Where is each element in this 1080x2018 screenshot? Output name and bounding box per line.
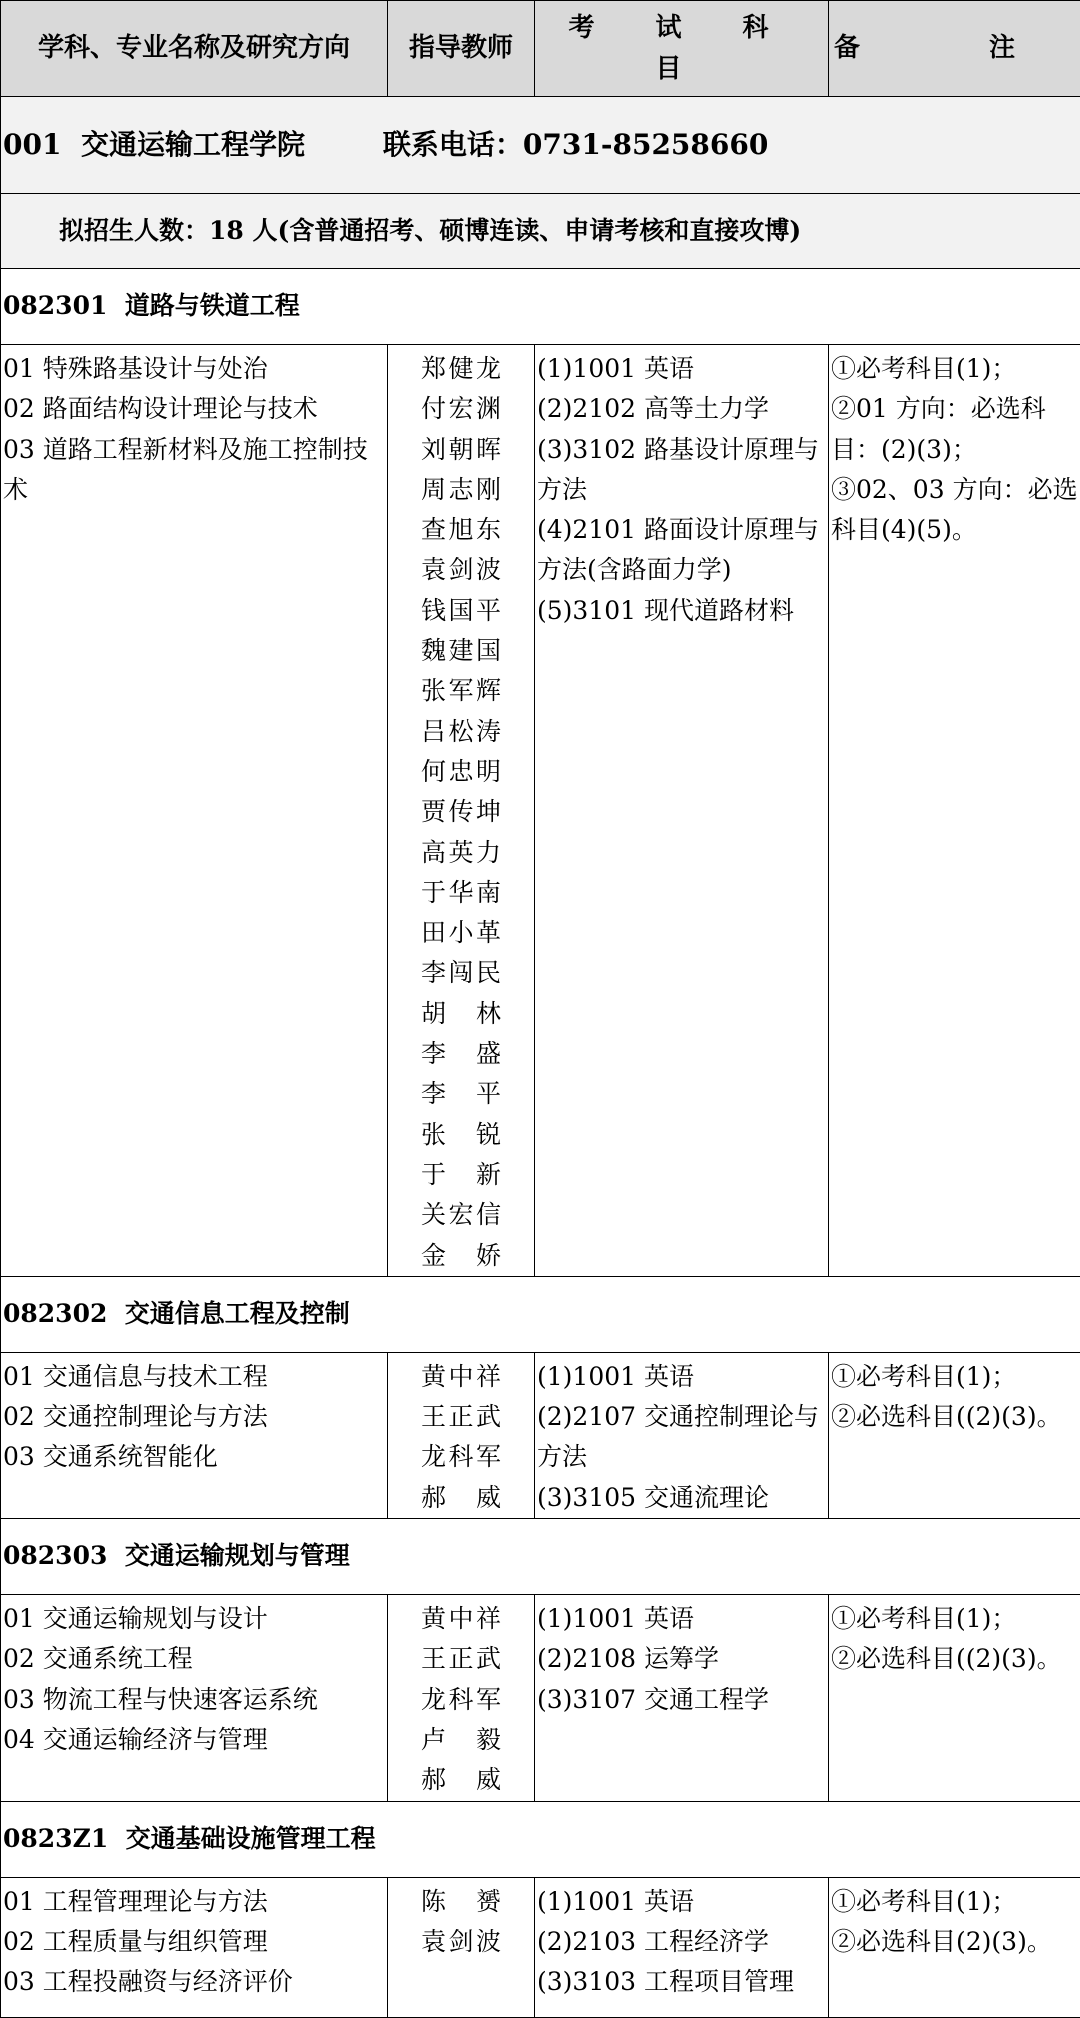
major-title: 082302 交通信息工程及控制: [1, 1276, 1080, 1352]
advisor-list: [388, 345, 535, 1277]
exam-subjects: [535, 1877, 829, 2017]
list-item: 张 锐: [421, 1115, 501, 1155]
major-title: 082303 交通运输规划与管理: [1, 1519, 1080, 1595]
list-item: 02 交通控制理论与方法: [3, 1397, 387, 1437]
list-item: (1)1001 英语: [537, 1357, 828, 1397]
list-item: 04 交通运输经济与管理: [3, 1720, 387, 1760]
header-note: 备 注: [829, 1, 1080, 97]
list-item: 袁剑波: [421, 1922, 501, 1962]
list-item: 郑健龙: [421, 349, 501, 389]
list-item: 郝 威: [421, 1760, 501, 1800]
list-item: 贾传坤: [421, 792, 501, 832]
list-item: 李 平: [421, 1074, 501, 1114]
list-item: 卢 毅: [421, 1720, 501, 1760]
list-item: ①必考科目(1)；: [831, 1599, 1080, 1639]
list-item: (2)2102 高等土力学: [537, 389, 828, 429]
list-item: 王正武: [421, 1397, 501, 1437]
list-item: 黄中祥: [421, 1599, 501, 1639]
list-item: 钱国平: [421, 591, 501, 631]
notes: [829, 1595, 1080, 1801]
list-item: ③02、03 方向：必选科目(4)(5)。: [831, 470, 1080, 551]
research-directions: [1, 1877, 388, 2017]
list-item: 01 交通运输规划与设计: [3, 1599, 387, 1639]
list-item: 于 新: [421, 1155, 501, 1195]
list-item: 01 特殊路基设计与处治: [3, 349, 387, 389]
major-detail-row: [1, 345, 1080, 1277]
list-item: (2)2107 交通控制理论与方法: [537, 1397, 828, 1478]
list-item: 高英力: [421, 833, 501, 873]
notes: [829, 345, 1080, 1277]
list-item: ②01 方向：必选科目：(2)(3)；: [831, 389, 1080, 470]
quota-info: 拟招生人数：18 人(含普通招考、硕博连读、申请考核和直接攻博): [1, 194, 1080, 269]
list-item: (4)2101 路面设计原理与方法(含路面力学): [537, 510, 828, 591]
list-item: 李 盛: [421, 1034, 501, 1074]
list-item: 02 工程质量与组织管理: [3, 1922, 387, 1962]
major-title-row: [1, 1801, 1080, 1877]
list-item: 01 工程管理理论与方法: [3, 1882, 387, 1922]
major-detail-row: [1, 1595, 1080, 1801]
list-item: 于华南: [421, 873, 501, 913]
list-item: 郝 威: [421, 1478, 501, 1518]
list-item: 关宏信: [421, 1195, 501, 1235]
header-exam: 考 试 科 目: [535, 1, 829, 97]
research-directions: [1, 1595, 388, 1801]
list-item: 吕松涛: [421, 712, 501, 752]
research-directions: [1, 345, 388, 1277]
notes: [829, 1877, 1080, 2017]
major-title: 0823Z1 交通基础设施管理工程: [1, 1801, 1080, 1877]
list-item: 付宏渊: [421, 389, 501, 429]
list-item: ①必考科目(1)；: [831, 1357, 1080, 1397]
header-direction: 学科、专业名称及研究方向: [1, 1, 388, 97]
major-title-row: [1, 1276, 1080, 1352]
list-item: ①必考科目(1)；: [831, 1882, 1080, 1922]
list-item: (5)3101 现代道路材料: [537, 591, 828, 631]
advisor-list: [388, 1595, 535, 1801]
list-item: 01 交通信息与技术工程: [3, 1357, 387, 1397]
major-title-row: [1, 269, 1080, 345]
list-item: 龙科军: [421, 1437, 501, 1477]
list-item: 03 物流工程与快速客运系统: [3, 1680, 387, 1720]
list-item: ②必选科目((2)(3)。: [831, 1639, 1080, 1679]
list-item: 陈 赟: [421, 1882, 501, 1922]
list-item: 张军辉: [421, 671, 501, 711]
list-item: 02 路面结构设计理论与技术: [3, 389, 387, 429]
list-item: 胡 林: [421, 994, 501, 1034]
list-item: 查旭东: [421, 510, 501, 550]
list-item: 黄中祥: [421, 1357, 501, 1397]
list-item: 李闯民: [421, 953, 501, 993]
list-item: ②必选科目(2)(3)。: [831, 1922, 1080, 1962]
notes: [829, 1352, 1080, 1518]
list-item: 魏建国: [421, 631, 501, 671]
list-item: 03 工程投融资与经济评价: [3, 1962, 387, 2002]
list-item: (1)1001 英语: [537, 1882, 828, 1922]
list-item: 03 道路工程新材料及施工控制技术: [3, 430, 387, 511]
college-row: [1, 97, 1080, 194]
major-detail-row: [1, 1352, 1080, 1518]
list-item: (1)1001 英语: [537, 349, 828, 389]
quota-row: [1, 194, 1080, 269]
list-item: (3)3102 路基设计原理与方法: [537, 430, 828, 511]
major-detail-row: [1, 1877, 1080, 2017]
list-item: 龙科军: [421, 1680, 501, 1720]
list-item: 田小革: [421, 913, 501, 953]
college-info: 001 交通运输工程学院 联系电话：0731-85258660: [1, 97, 1080, 194]
list-item: 周志刚: [421, 470, 501, 510]
list-item: (1)1001 英语: [537, 1599, 828, 1639]
list-item: 刘朝晖: [421, 430, 501, 470]
list-item: 王正武: [421, 1639, 501, 1679]
list-item: (3)3103 工程项目管理: [537, 1962, 828, 2002]
exam-subjects: [535, 1352, 829, 1518]
header-row: [1, 1, 1080, 97]
major-title-row: [1, 1519, 1080, 1595]
list-item: (3)3107 交通工程学: [537, 1680, 828, 1720]
exam-subjects: [535, 345, 829, 1277]
advisor-list: [388, 1352, 535, 1518]
list-item: (3)3105 交通流理论: [537, 1478, 828, 1518]
list-item: ①必考科目(1)；: [831, 349, 1080, 389]
header-teacher: 指导教师: [388, 1, 535, 97]
advisor-list: [388, 1877, 535, 2017]
research-directions: [1, 1352, 388, 1518]
list-item: 何忠明: [421, 752, 501, 792]
list-item: 袁剑波: [421, 550, 501, 590]
list-item: 03 交通系统智能化: [3, 1437, 387, 1477]
exam-subjects: [535, 1595, 829, 1801]
list-item: ②必选科目((2)(3)。: [831, 1397, 1080, 1437]
list-item: (2)2103 工程经济学: [537, 1922, 828, 1962]
list-item: (2)2108 运筹学: [537, 1639, 828, 1679]
list-item: 02 交通系统工程: [3, 1639, 387, 1679]
major-title: 082301 道路与铁道工程: [1, 269, 1080, 345]
list-item: 金 娇: [421, 1236, 501, 1276]
